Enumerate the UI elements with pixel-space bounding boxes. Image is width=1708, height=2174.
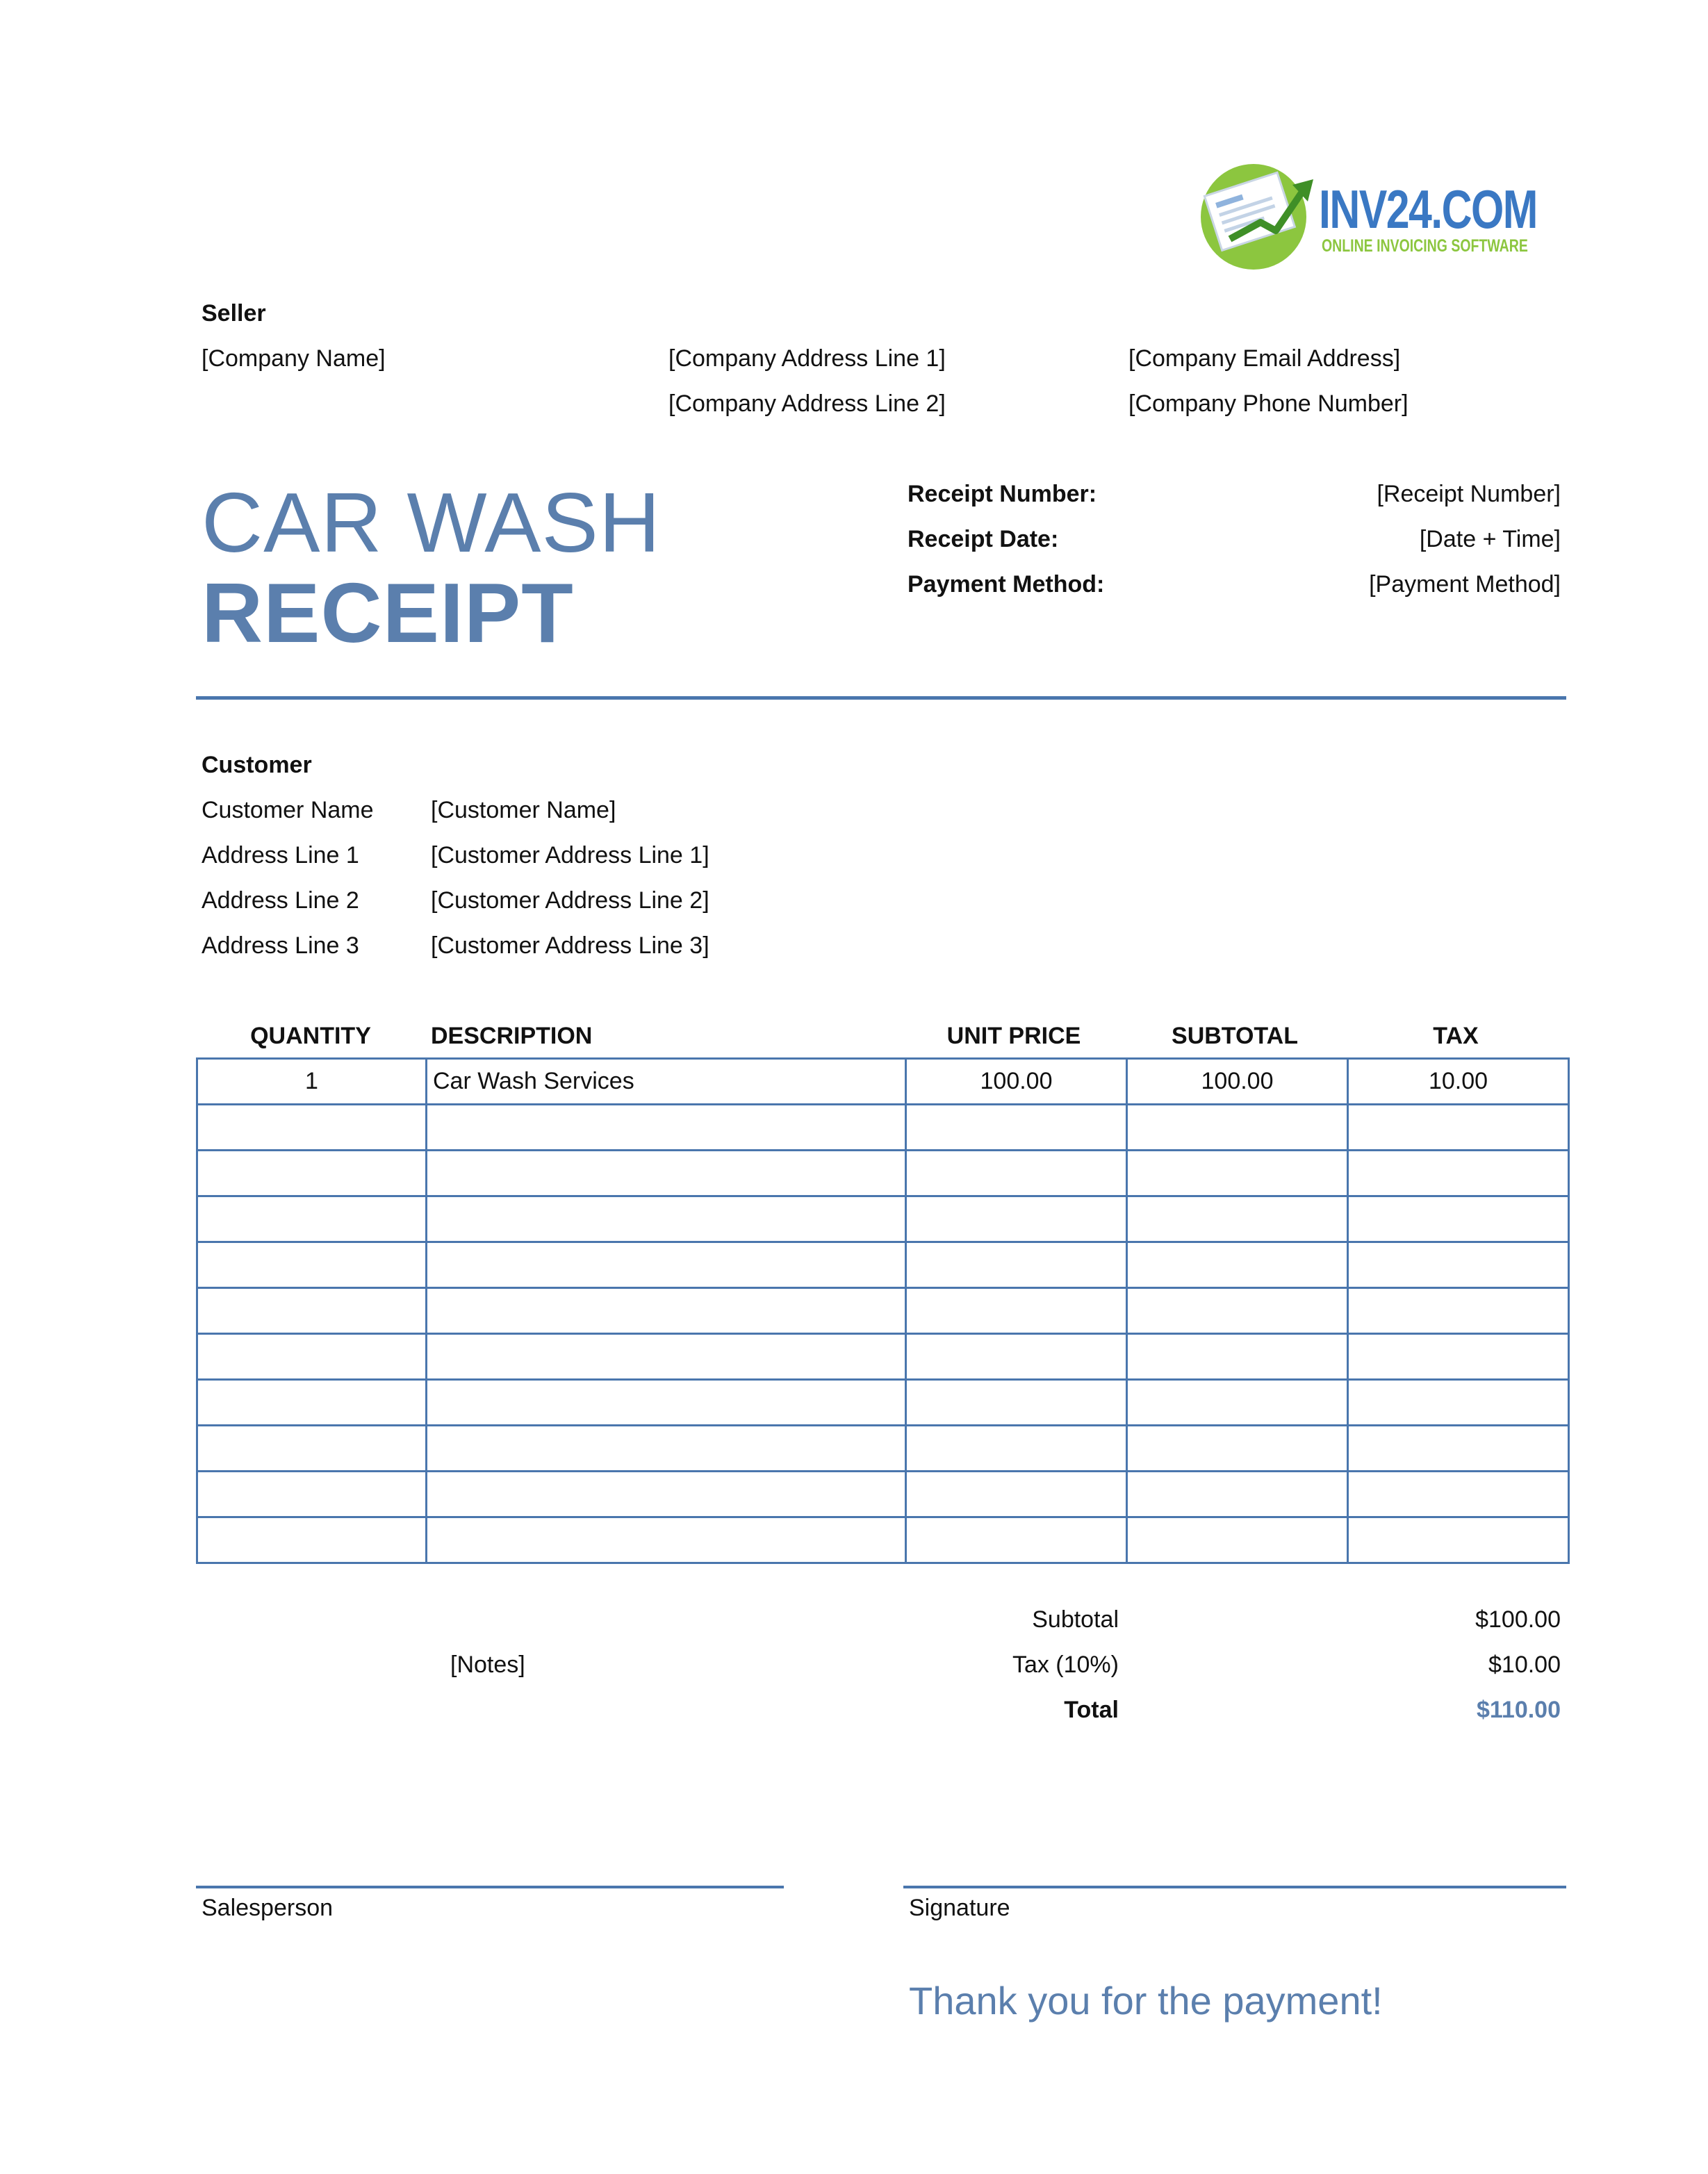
seller-email: [Company Email Address]	[1128, 345, 1401, 372]
total-label: Total	[1064, 1697, 1119, 1723]
item-tax	[1348, 1334, 1569, 1380]
item-tax	[1348, 1105, 1569, 1151]
subtotal-label: Subtotal	[1032, 1606, 1119, 1633]
logo-tagline: ONLINE INVOICING SOFTWARE	[1322, 236, 1528, 256]
header-divider	[196, 696, 1566, 700]
item-description	[427, 1380, 906, 1426]
seller-address-line-2: [Company Address Line 2]	[668, 390, 946, 417]
item-tax	[1348, 1472, 1569, 1517]
column-header-unit-price: UNIT PRICE	[946, 1023, 1081, 1049]
item-unit-price	[906, 1380, 1127, 1426]
seller-phone: [Company Phone Number]	[1128, 390, 1409, 417]
item-subtotal: 100.00	[1127, 1059, 1348, 1105]
item-description	[427, 1288, 906, 1334]
customer-heading: Customer	[202, 752, 312, 778]
payment-method-value: [Payment Method]	[1369, 571, 1561, 598]
customer-address-3-label: Address Line 3	[202, 932, 359, 959]
customer-name-label: Customer Name	[202, 797, 374, 823]
customer-address-2-label: Address Line 2	[202, 887, 359, 914]
item-tax: 10.00	[1348, 1059, 1569, 1105]
receipt-date-value: [Date + Time]	[1419, 526, 1561, 552]
table-row	[197, 1105, 1569, 1151]
salesperson-label: Salesperson	[202, 1895, 334, 1921]
table-row	[197, 1426, 1569, 1472]
item-quantity: 1	[197, 1059, 427, 1105]
column-header-subtotal: SUBTOTAL	[1172, 1023, 1298, 1049]
item-tax	[1348, 1242, 1569, 1288]
table-row	[197, 1380, 1569, 1426]
item-description	[427, 1105, 906, 1151]
items-table-body	[197, 1059, 1569, 1563]
table-row	[197, 1059, 1569, 1105]
receipt-number-label: Receipt Number:	[908, 481, 1097, 507]
item-subtotal	[1127, 1105, 1348, 1151]
item-tax	[1348, 1196, 1569, 1242]
thank-you-message: Thank you for the payment!	[909, 1979, 1383, 2023]
item-tax	[1348, 1151, 1569, 1196]
item-unit-price	[906, 1426, 1127, 1472]
item-quantity	[197, 1105, 427, 1151]
item-unit-price	[906, 1151, 1127, 1196]
column-header-tax: TAX	[1433, 1023, 1479, 1049]
item-quantity	[197, 1380, 427, 1426]
signature-label: Signature	[909, 1895, 1010, 1921]
item-subtotal	[1127, 1517, 1348, 1563]
item-description	[427, 1426, 906, 1472]
item-quantity	[197, 1151, 427, 1196]
seller-heading: Seller	[202, 300, 266, 327]
salesperson-line	[196, 1886, 784, 1888]
table-row	[197, 1472, 1569, 1517]
item-tax	[1348, 1517, 1569, 1563]
column-header-description: DESCRIPTION	[431, 1023, 593, 1049]
subtotal-value: $100.00	[1475, 1606, 1561, 1633]
table-row	[197, 1517, 1569, 1563]
table-row	[197, 1151, 1569, 1196]
document-title-line-2: RECEIPT	[202, 566, 574, 660]
customer-name-value: [Customer Name]	[431, 797, 616, 823]
item-unit-price	[906, 1288, 1127, 1334]
items-table	[196, 1057, 1570, 1564]
item-quantity	[197, 1334, 427, 1380]
item-subtotal	[1127, 1334, 1348, 1380]
table-row	[197, 1334, 1569, 1380]
item-unit-price	[906, 1472, 1127, 1517]
item-tax	[1348, 1288, 1569, 1334]
item-tax	[1348, 1380, 1569, 1426]
item-quantity	[197, 1242, 427, 1288]
item-subtotal	[1127, 1151, 1348, 1196]
column-header-quantity: QUANTITY	[250, 1023, 371, 1049]
item-description	[427, 1334, 906, 1380]
document-title-line-1: CAR WASH	[202, 475, 661, 570]
item-unit-price: 100.00	[906, 1059, 1127, 1105]
item-subtotal	[1127, 1288, 1348, 1334]
item-unit-price	[906, 1517, 1127, 1563]
item-subtotal	[1127, 1426, 1348, 1472]
item-description	[427, 1196, 906, 1242]
table-row	[197, 1242, 1569, 1288]
item-description	[427, 1472, 906, 1517]
table-row	[197, 1288, 1569, 1334]
item-tax	[1348, 1426, 1569, 1472]
item-description: Car Wash Services	[427, 1059, 906, 1105]
item-quantity	[197, 1426, 427, 1472]
item-quantity	[197, 1196, 427, 1242]
item-description	[427, 1151, 906, 1196]
item-description	[427, 1517, 906, 1563]
customer-address-3-value: [Customer Address Line 3]	[431, 932, 709, 959]
item-unit-price	[906, 1334, 1127, 1380]
item-subtotal	[1127, 1472, 1348, 1517]
notes: [Notes]	[450, 1652, 525, 1678]
item-quantity	[197, 1472, 427, 1517]
seller-address-line-1: [Company Address Line 1]	[668, 345, 946, 372]
logo-brand-name: INV24.COM	[1319, 179, 1537, 240]
tax-value: $10.00	[1488, 1652, 1561, 1678]
tax-label: Tax (10%)	[1012, 1652, 1119, 1678]
item-unit-price	[906, 1196, 1127, 1242]
customer-address-1-label: Address Line 1	[202, 842, 359, 868]
total-value: $110.00	[1476, 1697, 1561, 1723]
item-unit-price	[906, 1242, 1127, 1288]
customer-address-2-value: [Customer Address Line 2]	[431, 887, 709, 914]
receipt-number-value: [Receipt Number]	[1377, 481, 1561, 507]
item-unit-price	[906, 1105, 1127, 1151]
item-quantity	[197, 1517, 427, 1563]
item-subtotal	[1127, 1196, 1348, 1242]
item-subtotal	[1127, 1242, 1348, 1288]
seller-company-name: [Company Name]	[202, 345, 386, 372]
receipt-date-label: Receipt Date:	[908, 526, 1059, 552]
table-row	[197, 1196, 1569, 1242]
item-description	[427, 1242, 906, 1288]
customer-address-1-value: [Customer Address Line 1]	[431, 842, 709, 868]
item-quantity	[197, 1288, 427, 1334]
signature-line	[903, 1886, 1566, 1888]
payment-method-label: Payment Method:	[908, 571, 1105, 598]
item-subtotal	[1127, 1380, 1348, 1426]
